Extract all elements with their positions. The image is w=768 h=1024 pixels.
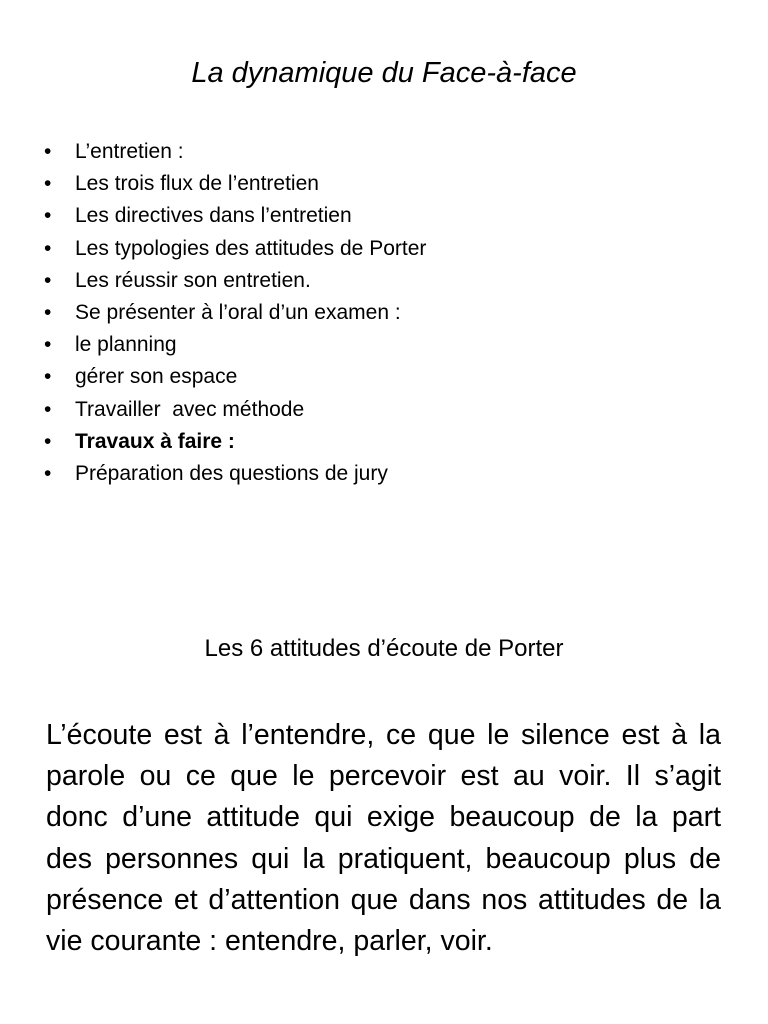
- bullet-icon: •: [44, 140, 52, 163]
- bullet-icon: •: [44, 333, 52, 357]
- list-item: [44, 200, 724, 232]
- list-item-text: Les typologies des attitudes de Porter: [75, 236, 427, 260]
- bullet-icon: •: [44, 236, 52, 260]
- bullet-icon: •: [44, 172, 52, 196]
- list-item-bold: [44, 426, 724, 458]
- list-item: [44, 329, 724, 361]
- section-heading: Les 6 attitudes d’écoute de Porter: [204, 635, 564, 662]
- list-item-text: Les réussir son entretien.: [75, 268, 311, 292]
- bullet-icon: •: [44, 429, 52, 453]
- bullet-icon: •: [44, 397, 52, 421]
- list-item-text: Travaux à faire :: [75, 429, 235, 453]
- list-item-text: Travailler avec méthode: [75, 397, 305, 421]
- list-item-text: le planning: [75, 333, 177, 357]
- bullet-icon: •: [44, 461, 52, 485]
- list-item-text: Se présenter à l’oral d’un examen :: [75, 300, 401, 324]
- list-item-text: Les trois flux de l’entretien: [75, 172, 319, 196]
- topic-list: [44, 136, 724, 490]
- list-item: [44, 136, 724, 168]
- list-item: [44, 233, 724, 265]
- bullet-icon: •: [44, 268, 52, 292]
- bullet-icon: •: [44, 300, 52, 324]
- list-item-text: Préparation des questions de jury: [75, 461, 388, 485]
- list-item: [44, 361, 724, 393]
- body-paragraph: L’écoute est à l’entendre, ce que le silence est à la parole ou ce que le percevoir est au voir. Il s’agit donc d’une attitude qui exige beaucoup de la part des personnes qui la pratiquent, beaucoup plus de présence et d’attention que dans nos attitudes de la vie courante : entendre, parler, voir.: [46, 719, 721, 958]
- list-item: [44, 458, 724, 490]
- bullet-icon: •: [44, 204, 52, 228]
- page-title: La dynamique du Face-à-face: [191, 57, 577, 89]
- list-item-text: L’entretien :: [75, 140, 184, 163]
- list-item-text: Les directives dans l’entretien: [75, 204, 352, 228]
- list-item: [44, 168, 724, 200]
- bullet-icon: •: [44, 365, 52, 389]
- list-item-text: gérer son espace: [75, 365, 238, 389]
- list-item: [44, 265, 724, 297]
- list-item: [44, 297, 724, 329]
- list-item: [44, 394, 724, 426]
